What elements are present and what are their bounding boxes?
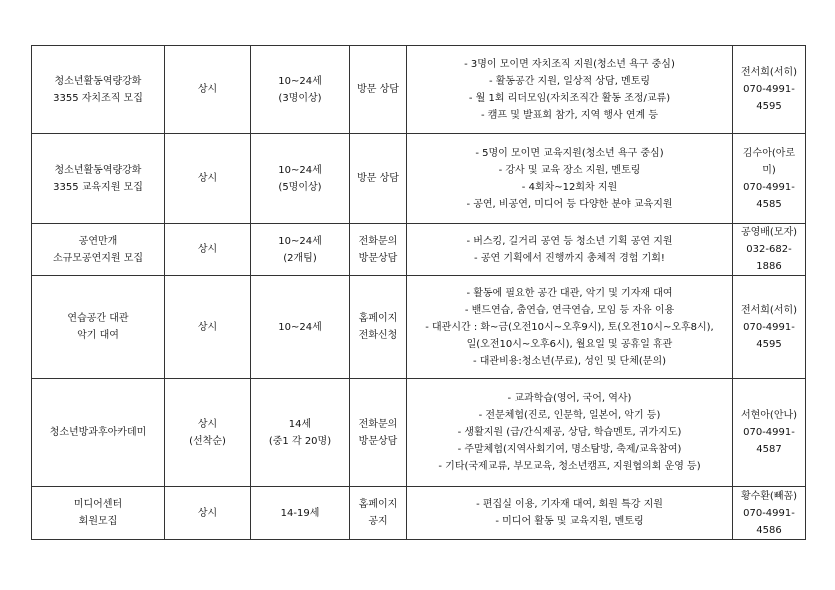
program-name-line: 청소년방과후아카데미 [49,427,147,438]
method-line: 공지 [368,516,388,527]
details-line: - 편집실 이용, 기자재 대여, 회원 특강 지원 [476,499,663,510]
table-row [32,224,806,276]
target-cell [251,134,350,224]
details-line: - 전문체험(진로, 인문학, 일본어, 악기 등) [478,410,661,421]
target-line: 10~24세 [278,235,322,247]
details-line: - 버스킹, 길거리 공연 등 청소년 기획 공연 지원 [466,235,673,247]
period-cell [165,276,251,379]
program-table [31,45,806,540]
details-cell [407,487,733,540]
details-cell [407,276,733,379]
details-cell [407,224,733,276]
details-line: - 4회차~12회차 지원 [521,181,618,193]
method-line: 방문 상담 [357,173,399,184]
table-row [32,276,806,379]
program-name-line: 연습공간 대관 [67,313,129,324]
contact-line: 070-4991-4595 [743,321,795,350]
method-cell [350,224,407,276]
target-cell [251,224,350,276]
details-line: - 생활지원 (급/간식제공, 상담, 학습멘토, 귀가지도) [457,427,682,438]
program-name-cell [32,276,165,379]
period-line: 상시 [197,321,218,333]
details-line: - 대관비용:청소년(무료), 성인 및 단체(문의) [472,355,667,367]
program-name-line: 공연만개 [78,235,118,247]
details-line: - 공연 기획에서 진행까지 총체적 경험 기회! [474,252,665,264]
method-line: 홈페이지 [358,313,398,324]
contact-line: 전서희(서히) [740,304,798,316]
period-line: 상시 [197,507,218,519]
contact-cell [733,224,806,276]
target-cell [251,276,350,379]
contact-line: 070-4991-4587 [743,427,795,455]
details-line: - 대관시간 : 화~금(오전10시~오후9시), 토(오전10시~오후8시), [425,321,714,333]
details-line: - 3명이 모이면 자치조직 지원(청소년 욕구 중심) [464,58,675,70]
target-line: (5명이상) [278,181,322,193]
contact-line: 070-4991-4585 [743,181,795,210]
contact-line: 070-4991-4586 [743,507,795,536]
details-line: - 월 1회 리더모임(자치조직간 활동 조정/교류) [468,92,671,104]
contact-line: 김수아(아로미) [742,147,796,176]
method-line: 방문상담 [358,435,398,447]
period-cell [165,224,251,276]
details-line: - 캠프 및 발표회 참가, 지역 행사 연계 등 [480,109,659,121]
contact-cell [733,276,806,379]
program-name-line: 소규모공연지원 모집 [52,252,144,264]
details-line: - 미디어 활동 및 교육지원, 멘토링 [495,516,644,527]
method-cell [350,46,407,134]
details-line: - 공연, 비공연, 미디어 등 다양한 분야 교육지원 [466,198,673,210]
table-row [32,487,806,540]
method-line: 전화신청 [358,330,398,341]
method-cell [350,379,407,487]
table-row [32,46,806,134]
method-line: 전화문의 [358,418,398,430]
details-line: - 활동에 필요한 공간 대관, 악기 및 기자재 대여 [466,287,673,299]
method-cell [350,276,407,379]
method-line: 방문상담 [358,252,398,264]
details-line: - 5명이 모이면 교육지원(청소년 욕구 중심) [475,147,664,159]
contact-line: 032-682-1886 [746,244,792,272]
target-line: (중1 각 20명) [268,435,332,447]
contact-line: 전서희(서히) [740,67,798,78]
program-name-line: 3355 교육지원 모집 [53,181,143,193]
details-cell [407,134,733,224]
contact-line: 공영배(모자) [740,227,798,238]
method-cell [350,134,407,224]
program-name-line: 미디어센터 [73,499,123,510]
method-line: 방문 상담 [357,84,399,95]
details-line: - 교과학습(영어, 국어, 역사) [507,393,632,404]
period-line: 상시 [197,244,218,255]
contact-cell [733,134,806,224]
program-name-line: 청소년활동역량강화 [54,75,142,87]
period-line: 상시 [197,173,218,184]
target-line: 10~24세 [278,164,322,176]
target-line: 10~24세 [278,321,322,333]
target-line: 10~24세 [278,75,322,87]
method-line: 홈페이지 [358,499,398,510]
contact-line: 070-4991-4595 [743,84,795,112]
program-name-cell [32,134,165,224]
period-line: 상시 [197,84,218,95]
period-cell [165,379,251,487]
method-cell [350,487,407,540]
method-line: 전화문의 [358,235,398,247]
period-cell [165,487,251,540]
details-cell [407,379,733,487]
contact-line: 황수환(빼꼼) [740,490,798,502]
table-row [32,134,806,224]
contact-cell [733,487,806,540]
period-line: 상시 [197,418,218,430]
target-cell [251,379,350,487]
program-name-cell [32,487,165,540]
program-name-line: 청소년활동역량강화 [54,164,142,176]
details-cell [407,46,733,134]
details-line: - 강사 및 교육 장소 지원, 멘토링 [498,164,641,176]
target-line: (3명이상) [278,92,322,104]
program-name-line: 회원모집 [78,516,118,527]
program-name-cell [32,46,165,134]
details-line: - 기타(국제교류, 부모교육, 청소년캠프, 지원협의회 운영 등) [438,461,701,472]
target-line: (2개팀) [283,252,317,264]
target-line: 14-19세 [280,507,320,519]
target-cell [251,46,350,134]
details-line: - 활동공간 지원, 일상적 상담, 멘토링 [488,75,651,87]
details-line: 일(오전10시~오후6시), 월요일 및 공휴일 휴관 [466,338,673,350]
target-cell [251,487,350,540]
program-name-cell [32,224,165,276]
target-line: 14세 [288,418,312,430]
period-cell [165,46,251,134]
program-name-line: 악기 대여 [77,330,119,341]
contact-cell [733,379,806,487]
details-line: - 주말체험(지역사회기여, 명소탐방, 축제/교육참여) [457,444,682,455]
table-row [32,379,806,487]
details-line: - 밴드연습, 춤연습, 연극연습, 모임 등 자유 이용 [464,304,675,316]
contact-cell [733,46,806,134]
contact-line: 서현아(안나) [740,410,798,421]
period-line: (선착순) [189,435,226,447]
program-name-cell [32,379,165,487]
program-name-line: 3355 자치조직 모집 [53,92,143,104]
period-cell [165,134,251,224]
